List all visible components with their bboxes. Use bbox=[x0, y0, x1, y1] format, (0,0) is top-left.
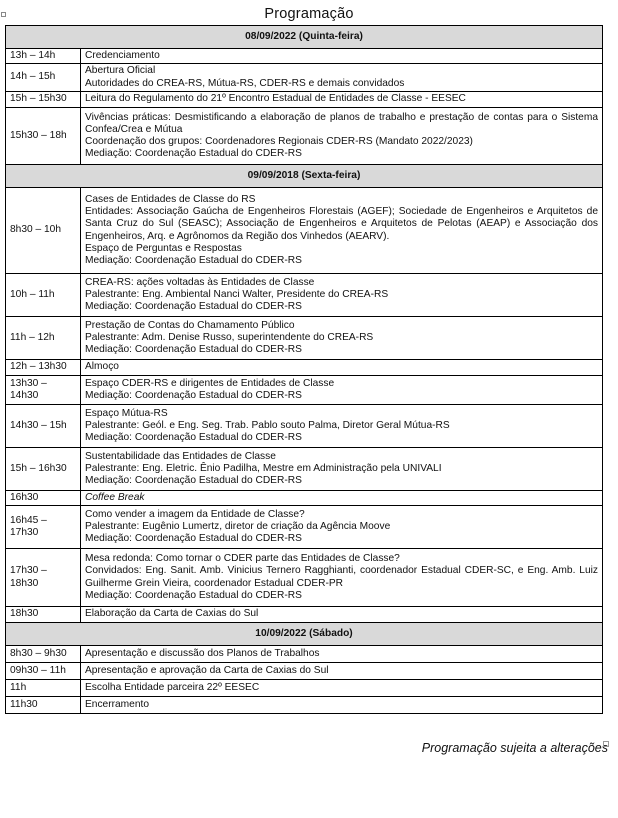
activity-cell bbox=[81, 108, 603, 165]
time-cell: 14h – 15h bbox=[6, 64, 81, 92]
time-cell: 12h – 13h30 bbox=[6, 360, 81, 376]
activity-cell bbox=[81, 360, 603, 376]
time-cell: 13h30 – 14h30 bbox=[6, 376, 81, 405]
time-cell: 18h30 bbox=[6, 607, 81, 623]
activity-line: Escolha Entidade parceira 22º EESEC bbox=[85, 681, 260, 693]
activity-cell bbox=[81, 49, 603, 64]
activity-line: Palestrante: Eng. Ambiental Nanci Walter, Presidente do CREA-RS bbox=[85, 288, 389, 300]
time-cell: 11h – 12h bbox=[6, 317, 81, 360]
activity-cell bbox=[81, 491, 603, 506]
table-row bbox=[6, 108, 603, 165]
activity-line: Mediação: Coordenação Estadual do CDER-RS bbox=[85, 254, 302, 266]
activity-line: Cases de Entidades de Classe do RS bbox=[85, 194, 256, 206]
activity-line: Encerramento bbox=[85, 698, 149, 710]
activity-line: Mediação: Coordenação Estadual do CDER-RS bbox=[85, 148, 302, 160]
activity-line: Mediação: Coordenação Estadual do CDER-RS bbox=[85, 589, 302, 601]
schedule-table bbox=[5, 25, 603, 714]
table-row bbox=[6, 405, 603, 448]
activity-line: Apresentação e discussão dos Planos de Trabalhos bbox=[85, 647, 320, 659]
activity-cell bbox=[81, 646, 603, 663]
activity-cell bbox=[81, 64, 603, 92]
activity-line: Palestrante: Eugênio Lumertz, diretor de criação da Agência Moove bbox=[85, 520, 391, 532]
footer-note: Programação sujeita a alterações bbox=[421, 741, 608, 755]
activity-line: Mediação: Coordenação Estadual do CDER-RS bbox=[85, 301, 302, 313]
time-cell: 10h – 11h bbox=[6, 274, 81, 317]
anchor-marker-icon bbox=[603, 741, 609, 747]
table-row bbox=[6, 506, 603, 549]
activity-line: Mediação: Coordenação Estadual do CDER-RS bbox=[85, 432, 302, 444]
time-cell: 11h30 bbox=[6, 697, 81, 714]
day-header-row bbox=[6, 26, 603, 49]
activity-line: Leitura do Regulamento do 21º Encontro Estadual de Entidades de Classe - EESEC bbox=[85, 93, 466, 105]
activity-line: CREA-RS: ações voltadas às Entidades de Classe bbox=[85, 276, 315, 288]
table-row bbox=[6, 188, 603, 274]
activity-line: Mediação: Coordenação Estadual do CDER-RS bbox=[85, 475, 302, 487]
activity-cell bbox=[81, 405, 603, 448]
activity-line: Palestrante: Adm. Denise Russo, superintendente do CREA-RS bbox=[85, 331, 374, 343]
activity-cell bbox=[81, 376, 603, 405]
time-cell: 13h – 14h bbox=[6, 49, 81, 64]
activity-line: Mediação: Coordenação Estadual do CDER-RS bbox=[85, 533, 302, 545]
table-row bbox=[6, 360, 603, 376]
activity-line: Mediação: Coordenação Estadual do CDER-RS bbox=[85, 344, 302, 356]
day-header-row bbox=[6, 623, 603, 646]
table-row bbox=[6, 64, 603, 92]
activity-cell bbox=[81, 274, 603, 317]
table-row bbox=[6, 697, 603, 714]
time-cell: 15h – 16h30 bbox=[6, 448, 81, 491]
table-row bbox=[6, 92, 603, 108]
activity-line: Mesa redonda: Como tornar o CDER parte das Entidades de Classe? bbox=[85, 553, 400, 565]
table-row bbox=[6, 663, 603, 680]
table-row bbox=[6, 680, 603, 697]
table-row bbox=[6, 49, 603, 64]
activity-line: Credenciamento bbox=[85, 49, 160, 61]
activity-line: Entidades: Associação Gaúcha de Engenheiros Florestais (AGEF); Sociedade de Engenheiros e Arquitetos de Santa Cruz do Sul (SEASC); Associação de Engenheiros e Arquitetos de Pelotas (AEAP) e Associação dos Engenheiros, Arq. e Agrônomos da Região dos Vinhedos (AEARV). bbox=[85, 206, 598, 242]
table-row bbox=[6, 646, 603, 663]
table-row bbox=[6, 274, 603, 317]
activity-line: Elaboração da Carta de Caxias do Sul bbox=[85, 608, 259, 620]
activity-line: Almoço bbox=[85, 361, 119, 373]
activity-cell bbox=[81, 317, 603, 360]
time-cell: 15h30 – 18h bbox=[6, 108, 81, 165]
activity-cell bbox=[81, 680, 603, 697]
day-header-row bbox=[6, 165, 603, 188]
activity-line: Coordenação dos grupos: Coordenadores Regionais CDER-RS (Mandato 2022/2023) bbox=[85, 136, 473, 147]
table-row bbox=[6, 317, 603, 360]
time-cell: 09h30 – 11h bbox=[6, 663, 81, 680]
activity-line: Apresentação e aprovação da Carta de Caxias do Sul bbox=[85, 664, 329, 676]
day-header: 10/09/2022 (Sábado) bbox=[6, 623, 603, 646]
day-header: 08/09/2022 (Quinta-feira) bbox=[6, 26, 603, 49]
activity-line: Convidados: Eng. Sanit. Amb. Vinicius Ternero Ragghianti, coordenador Estadual CDER-SC, e Eng. Amb. Luiz Guilherme Grein Vieira, coordenador Estadual CDER-PR bbox=[85, 565, 598, 589]
time-cell: 16h45 – 17h30 bbox=[6, 506, 81, 549]
time-cell: 16h30 bbox=[6, 491, 81, 506]
activity-cell bbox=[81, 188, 603, 274]
activity-line: Espaço de Perguntas e Respostas bbox=[85, 242, 242, 254]
time-cell: 8h30 – 10h bbox=[6, 188, 81, 274]
activity-line: Vivências práticas: Desmistificando a elaboração de planos de trabalho e prestação de contas para o Sistema Confea/Crea e Mútua bbox=[85, 111, 598, 135]
activity-line: Prestação de Contas do Chamamento Público bbox=[85, 319, 295, 331]
time-cell: 17h30 – 18h30 bbox=[6, 549, 81, 607]
activity-line: Sustentabilidade das Entidades de Classe bbox=[85, 450, 276, 462]
activity-cell bbox=[81, 506, 603, 549]
table-row bbox=[6, 549, 603, 607]
time-cell: 14h30 – 15h bbox=[6, 405, 81, 448]
time-cell: 11h bbox=[6, 680, 81, 697]
table-row bbox=[6, 491, 603, 506]
activity-line: Espaço Mútua-RS bbox=[85, 407, 168, 419]
activity-cell bbox=[81, 448, 603, 491]
activity-line: Mediação: Coordenação Estadual do CDER-RS bbox=[85, 390, 302, 401]
table-row bbox=[6, 376, 603, 405]
activity-line: Palestrante: Eng. Eletric. Ênio Padilha, Mestre em Administração pela UNIVALI bbox=[85, 462, 442, 474]
activity-line: Coffee Break bbox=[85, 491, 145, 503]
table-row bbox=[6, 448, 603, 491]
activity-cell bbox=[81, 549, 603, 607]
activity-line: Como vender a imagem da Entidade de Classe? bbox=[85, 508, 305, 520]
table-row bbox=[6, 607, 603, 623]
day-header: 09/09/2018 (Sexta-feira) bbox=[6, 165, 603, 188]
activity-line: Palestrante: Geól. e Eng. Seg. Trab. Pablo souto Palma, Diretor Geral Mútua-RS bbox=[85, 419, 450, 431]
time-cell: 15h – 15h30 bbox=[6, 92, 81, 108]
time-cell: 8h30 – 9h30 bbox=[6, 646, 81, 663]
activity-cell bbox=[81, 607, 603, 623]
activity-line: Espaço CDER-RS e dirigentes de Entidades de Classe bbox=[85, 377, 335, 389]
activity-line: Autoridades do CREA-RS, Mútua-RS, CDER-RS e demais convidados bbox=[85, 77, 405, 89]
page-title: Programação bbox=[264, 6, 354, 22]
activity-cell bbox=[81, 663, 603, 680]
activity-cell bbox=[81, 697, 603, 714]
activity-line: Abertura Oficial bbox=[85, 65, 156, 77]
activity-cell bbox=[81, 92, 603, 108]
